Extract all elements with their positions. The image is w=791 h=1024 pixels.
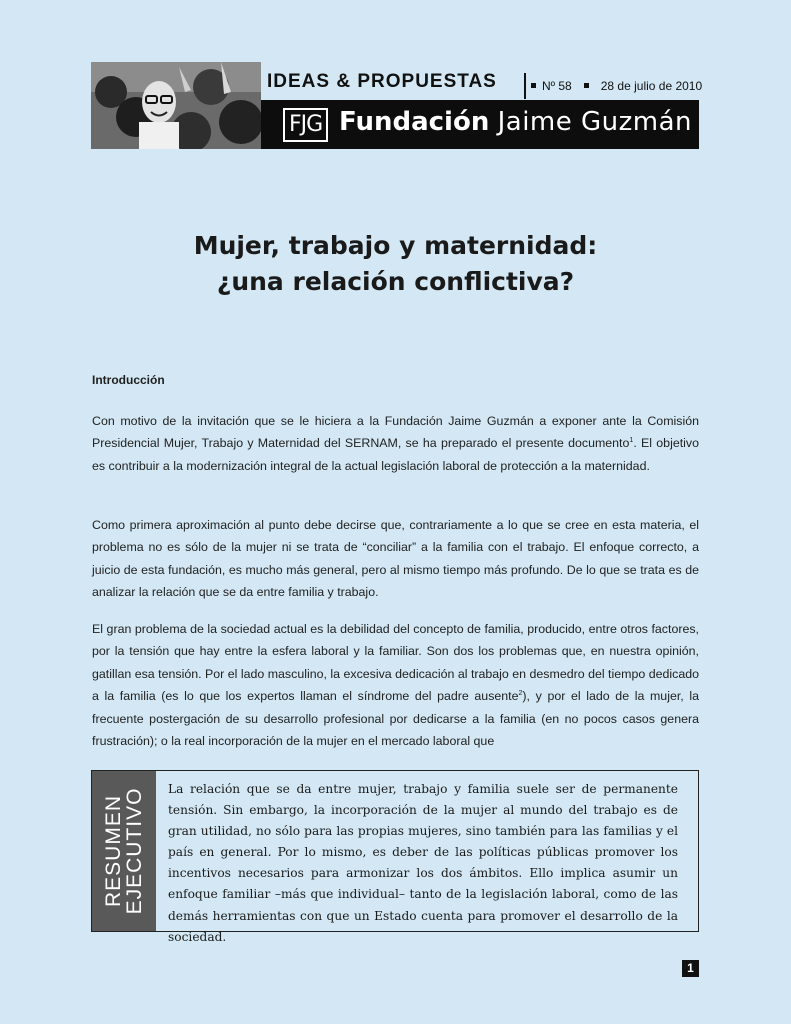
masthead-band bbox=[261, 62, 703, 149]
crowd-photo-illustration bbox=[91, 62, 261, 149]
masthead bbox=[91, 62, 703, 149]
summary-label bbox=[103, 788, 145, 915]
series-name: IDEAS & PROPUESTAS bbox=[267, 71, 497, 92]
paragraph-3-text-end: ), y por el lado de la mujer, la frecuente postergación de su desarrollo profesional por dedicarse a la familia (en no pocos casos genera frustración); o la real incorporación de la mujer en el mercado laboral que bbox=[92, 689, 699, 749]
masthead-divider bbox=[524, 73, 526, 99]
section-heading: Introducción bbox=[92, 373, 165, 387]
paragraph-3 bbox=[92, 618, 699, 752]
document-title bbox=[0, 228, 791, 300]
fjg-logo: FJG bbox=[283, 108, 328, 142]
organization-name-bold: Fundación bbox=[339, 107, 490, 137]
executive-summary-box bbox=[91, 770, 699, 944]
title-line-1: Mujer, trabajo y maternidad: bbox=[193, 231, 598, 260]
summary-label-line-1: RESUMEN bbox=[102, 794, 125, 908]
paragraph-2: Como primera aproximación al punto debe decirse que, contrariamente a lo que se cree en esta materia, el problema no es sólo de la mujer ni se trata de “conciliar” a la familia con el trabajo. El enfoque correcto, a juicio de esta fundación, es mucho más general, pero al mismo tiempo más profundo. De lo que se trata es de analizar la relación que se da entre familia y trabajo. bbox=[92, 518, 699, 600]
paragraph-1-text: Con motivo de la invitación que se le hiciera a la Fundación Jaime Guzmán a exponer ante la Comisión Presidencial Mujer, Trabajo y Maternidad del SERNAM, se ha preparado el presente documento bbox=[92, 414, 699, 451]
paragraph-3-text: El gran problema de la sociedad actual es la debilidad del concepto de familia, producido, entre otros factores, por la tensión que hay entre la esfera laboral y la familiar. Son dos los problemas que, en nuestra opinión, gatillan esa tensión. Por el lado masculino, la excesiva dedicación al trabajo en desmedro del tiempo dedicado a la familia (es lo que los expertos llaman el síndrome del padre ausente bbox=[92, 622, 699, 704]
paragraph-1-text-end: . El objetivo es contribuir a la modernización integral de la actual legislación laboral de protección a la maternidad. bbox=[92, 436, 700, 473]
summary-sidebar bbox=[92, 771, 156, 931]
issue-meta bbox=[531, 79, 702, 93]
issue-number: Nº 58 bbox=[542, 79, 572, 93]
issue-date: 28 de julio de 2010 bbox=[600, 79, 703, 93]
masthead-top bbox=[261, 62, 703, 100]
summary-label-line-2: EJECUTIVO bbox=[123, 787, 146, 915]
organization-banner bbox=[261, 100, 699, 149]
bullet-square-icon bbox=[584, 83, 589, 88]
title-line-2: ¿una relación conflictiva? bbox=[216, 267, 575, 296]
organization-name-light: Jaime Guzmán bbox=[497, 107, 693, 137]
paragraph-1 bbox=[92, 410, 699, 477]
page-number: 1 bbox=[682, 960, 699, 977]
organization-name bbox=[339, 107, 692, 137]
header-photo bbox=[91, 62, 261, 149]
footnote-ref-1[interactable]: 1 bbox=[629, 437, 634, 445]
footnote-ref-2[interactable]: 2 bbox=[518, 690, 523, 698]
bullet-square-icon bbox=[531, 83, 536, 88]
summary-text: La relación que se da entre mujer, trabajo y familia suele ser de permanente tensión. Sin embargo, la incorporación de la mujer al mundo del trabajo es de gran utilidad, no sólo para las propias mujeres, sino también para las familias y el país en general. Por lo mismo, es deber de las políticas públicas promover los incentivos necesarios para armonizar los dos ámbitos. Ello implica asumir un enfoque familiar –más que individual– tanto de la legislación laboral, como de las demás herramientas con que un Estado cuenta para promover el desarrollo de la sociedad. bbox=[168, 782, 678, 944]
